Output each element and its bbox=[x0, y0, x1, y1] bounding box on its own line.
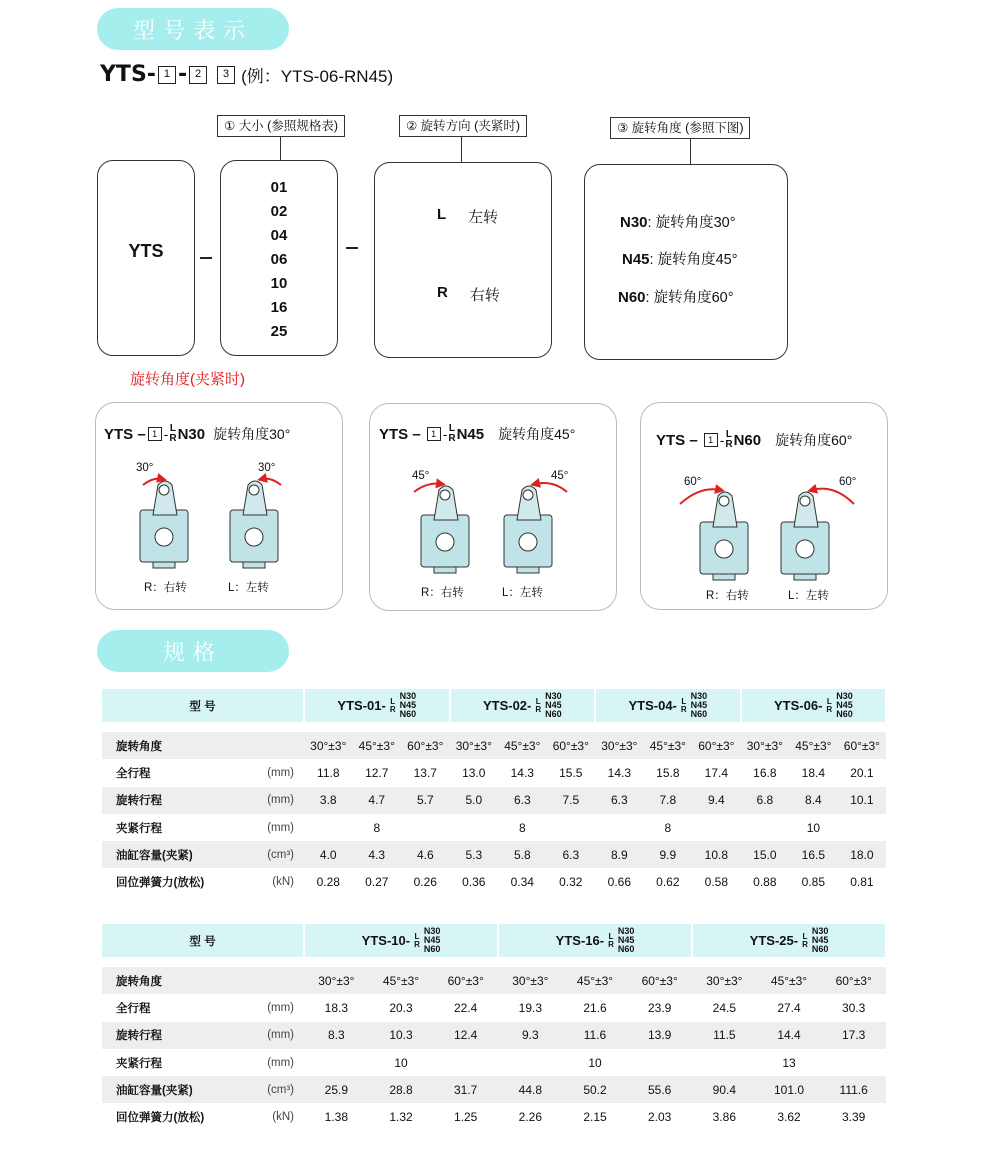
angle-tag: ③ 旋转角度 (参照下图) bbox=[610, 117, 750, 139]
table-row bbox=[102, 868, 886, 895]
angle-row-n45: N45: 旋转角度45° bbox=[622, 251, 738, 268]
card-title: YTS – 1 - L R N60 旋转角度60° bbox=[656, 429, 853, 450]
cell-value: 5.3 bbox=[450, 841, 499, 868]
row-label: 全行程 bbox=[116, 1002, 151, 1015]
cell-value: 10.3 bbox=[369, 1022, 434, 1049]
model-example: (例：YTS-06-RN45) bbox=[241, 67, 394, 86]
table-row bbox=[102, 1022, 886, 1049]
cell-value: 10 bbox=[806, 820, 821, 835]
cell-value: 1.32 bbox=[389, 1110, 413, 1125]
direction-label-r: 右转 bbox=[469, 287, 500, 304]
table-row bbox=[102, 1049, 886, 1076]
row-label: 夹紧行程 bbox=[116, 1057, 162, 1070]
angle-label: 30° bbox=[258, 462, 276, 474]
cell-value: 15.5 bbox=[559, 765, 583, 780]
table-row bbox=[102, 814, 886, 841]
direction-tag: ② 旋转方向 (夹紧时) bbox=[399, 115, 527, 137]
size-value: 01 bbox=[270, 179, 288, 196]
caption-left: L：左转 bbox=[228, 582, 269, 594]
cell-value: 45°±3° bbox=[563, 967, 628, 994]
cell-value: 12.4 bbox=[433, 1022, 498, 1049]
table-row bbox=[102, 967, 886, 994]
spec-table-1 bbox=[102, 689, 887, 896]
cell-value: 0.34 bbox=[510, 875, 534, 890]
cell-value: 20.1 bbox=[850, 765, 874, 780]
cell-value: 0.26 bbox=[413, 875, 437, 890]
cell-value: 0.32 bbox=[559, 875, 583, 890]
row-label: 回位弹簧力(放松) bbox=[116, 1112, 205, 1125]
cell-value: 6.8 bbox=[741, 787, 790, 814]
row-unit: (cm³) bbox=[244, 1076, 304, 1103]
cell-value: 4.7 bbox=[353, 787, 402, 814]
cell-value: 0.36 bbox=[462, 875, 486, 890]
cell-value: 0.27 bbox=[365, 875, 389, 890]
cell-value: 11.8 bbox=[317, 765, 340, 780]
table-row bbox=[102, 787, 886, 814]
yts-box-label: YTS bbox=[128, 241, 164, 261]
caption-right: R：右转 bbox=[421, 587, 464, 599]
cell-value: 3.62 bbox=[777, 1110, 801, 1125]
caption-left: L：左转 bbox=[502, 587, 543, 599]
cell-value: 12.7 bbox=[365, 765, 389, 780]
cell-value: 3.39 bbox=[841, 1110, 866, 1125]
cell-value: 44.8 bbox=[498, 1076, 563, 1103]
cell-value: 9.3 bbox=[498, 1022, 563, 1049]
table-row bbox=[102, 994, 886, 1021]
section-title-spec: 规格 bbox=[97, 630, 289, 672]
cell-value: 13.7 bbox=[413, 765, 437, 780]
cell-value: 27.4 bbox=[777, 1000, 801, 1015]
size-value: 16 bbox=[270, 299, 288, 316]
direction-box bbox=[374, 162, 552, 358]
table-row bbox=[102, 732, 886, 759]
cell-value: 8 bbox=[664, 820, 672, 835]
spec-table-2 bbox=[102, 924, 887, 1131]
direction-label-l: 左转 bbox=[468, 209, 499, 226]
cell-value: 17.3 bbox=[821, 1022, 886, 1049]
cell-value: 8.9 bbox=[595, 841, 644, 868]
card-title: YTS – 1 - L R N45 旋转角度45° bbox=[379, 423, 576, 444]
cell-value: 15.0 bbox=[741, 841, 790, 868]
model-header: YTS-10- L R N30 N45 N60 bbox=[304, 924, 498, 957]
cell-value: 30°±3° bbox=[498, 967, 563, 994]
cell-value: 45°±3° bbox=[369, 967, 434, 994]
direction-right bbox=[437, 284, 500, 305]
cell-value: 9.4 bbox=[692, 787, 741, 814]
cell-value: 18.3 bbox=[324, 1000, 349, 1015]
cell-value: 21.6 bbox=[583, 1000, 607, 1015]
cell-value: 90.4 bbox=[692, 1076, 757, 1103]
cell-value: 60°±3° bbox=[547, 732, 596, 759]
row-unit: (mm) bbox=[267, 766, 295, 779]
model-header: YTS-02- L R N30 N45 N60 bbox=[450, 689, 596, 722]
cell-value: 13 bbox=[782, 1055, 796, 1070]
size-tag: ① 大小 (参照规格表) bbox=[217, 115, 345, 137]
cell-value: 101.0 bbox=[757, 1076, 822, 1103]
cell-value: 8 bbox=[373, 820, 381, 835]
cell-value: 60°±3° bbox=[692, 732, 741, 759]
size-list bbox=[220, 176, 338, 344]
row-label: 旋转角度 bbox=[102, 732, 244, 759]
row-unit: (mm) bbox=[267, 1001, 295, 1014]
model-box-2: 2 bbox=[189, 66, 207, 84]
cell-value: 5.0 bbox=[450, 787, 499, 814]
cell-value: 17.4 bbox=[704, 765, 729, 780]
cell-value: 0.85 bbox=[801, 875, 826, 890]
angle-connector bbox=[690, 139, 691, 164]
clamp-illustration-30 bbox=[95, 455, 343, 575]
cell-value: 24.5 bbox=[712, 1000, 737, 1015]
cell-value: 8 bbox=[518, 820, 526, 835]
table-row bbox=[102, 1103, 886, 1130]
cell-value: 30°±3° bbox=[692, 967, 757, 994]
cell-value: 45°±3° bbox=[789, 732, 838, 759]
model-header: YTS-01- L R N30 N45 N60 bbox=[304, 689, 450, 722]
cell-value: 14.3 bbox=[510, 765, 534, 780]
cell-value: 10 bbox=[588, 1055, 602, 1070]
dash-2 bbox=[346, 247, 358, 249]
cell-value: 60°±3° bbox=[401, 732, 450, 759]
angle-row-n60: N60: 旋转角度60° bbox=[618, 289, 734, 306]
direction-code-r: R bbox=[437, 284, 448, 301]
cell-value: 6.3 bbox=[498, 787, 547, 814]
cell-value: 30.3 bbox=[841, 1000, 866, 1015]
cell-value: 8.4 bbox=[789, 787, 838, 814]
size-value: 04 bbox=[270, 227, 288, 244]
cell-value: 3.86 bbox=[712, 1110, 737, 1125]
table-header-row bbox=[102, 689, 886, 722]
model-header: YTS-25- L R N30 N45 N60 bbox=[692, 924, 886, 957]
cell-value: 0.58 bbox=[704, 875, 729, 890]
cell-value: 31.7 bbox=[433, 1076, 498, 1103]
cell-value: 60°±3° bbox=[627, 967, 692, 994]
angle-row-n30: N30: 旋转角度30° bbox=[620, 214, 736, 231]
card-title: YTS – 1 - L R N30 旋转角度30° bbox=[104, 423, 291, 444]
cell-value: 11.6 bbox=[563, 1022, 628, 1049]
cell-value: 4.0 bbox=[304, 841, 353, 868]
size-value: 10 bbox=[270, 275, 288, 292]
cell-value: 6.3 bbox=[547, 841, 596, 868]
cell-value: 2.15 bbox=[583, 1110, 607, 1125]
cell-value: 30°±3° bbox=[595, 732, 644, 759]
angle-label: 60° bbox=[684, 476, 702, 488]
model-sep-2: - bbox=[177, 62, 188, 87]
size-value: 06 bbox=[270, 251, 288, 268]
cell-value: 5.7 bbox=[401, 787, 450, 814]
model-box-3: 3 bbox=[217, 66, 235, 84]
row-unit bbox=[244, 732, 304, 759]
cell-value: 13.0 bbox=[462, 765, 486, 780]
cell-value: 45°±3° bbox=[498, 732, 547, 759]
cell-value: 22.4 bbox=[453, 1000, 478, 1015]
model-code-line bbox=[100, 62, 393, 87]
cell-value: 2.03 bbox=[647, 1110, 672, 1125]
row-unit: (mm) bbox=[244, 787, 304, 814]
rotation-angle-note: 旋转角度(夹紧时) bbox=[130, 371, 245, 388]
cell-value: 60°±3° bbox=[821, 967, 886, 994]
cell-value: 50.2 bbox=[563, 1076, 628, 1103]
caption-left: L：左转 bbox=[788, 590, 829, 602]
cell-value: 55.6 bbox=[627, 1076, 692, 1103]
row-label: 旋转行程 bbox=[102, 787, 244, 814]
cell-value: 4.3 bbox=[353, 841, 402, 868]
table-header-row bbox=[102, 924, 886, 957]
cell-value: 30°±3° bbox=[304, 732, 353, 759]
angle-label: 45° bbox=[551, 470, 569, 482]
cell-value: 1.38 bbox=[324, 1110, 349, 1125]
yts-box bbox=[97, 160, 195, 356]
model-prefix: YTS bbox=[100, 62, 147, 87]
row-unit: (kN) bbox=[272, 1111, 295, 1124]
cell-value: 0.28 bbox=[316, 875, 340, 890]
angle-label: 45° bbox=[412, 470, 430, 482]
row-label: 全行程 bbox=[116, 767, 151, 780]
cell-value: 19.3 bbox=[518, 1000, 543, 1015]
row-label: 旋转角度 bbox=[102, 967, 244, 994]
row-label: 油缸容量(夹紧) bbox=[102, 841, 244, 868]
cell-value: 30°±3° bbox=[741, 732, 790, 759]
cell-value: 5.8 bbox=[498, 841, 547, 868]
row-unit: (cm³) bbox=[244, 841, 304, 868]
cell-value: 4.6 bbox=[401, 841, 450, 868]
cell-value: 0.88 bbox=[753, 875, 777, 890]
cell-value: 18.4 bbox=[801, 765, 826, 780]
direction-left bbox=[437, 206, 498, 227]
cell-value: 10 bbox=[394, 1055, 408, 1070]
cell-value: 60°±3° bbox=[838, 732, 887, 759]
cell-value: 3.8 bbox=[304, 787, 353, 814]
cell-value: 0.66 bbox=[607, 875, 631, 890]
cell-value: 15.8 bbox=[656, 765, 680, 780]
section-title-model: 型号表示 bbox=[97, 8, 289, 50]
header-label: 型 号 bbox=[102, 689, 304, 722]
cell-value: 20.3 bbox=[389, 1000, 413, 1015]
angle-label: 30° bbox=[136, 462, 154, 474]
clamp-illustration-45 bbox=[369, 460, 617, 580]
cell-value: 14.3 bbox=[607, 765, 631, 780]
cell-value: 14.4 bbox=[757, 1022, 822, 1049]
table-row bbox=[102, 1076, 886, 1103]
cell-value: 16.8 bbox=[753, 765, 777, 780]
size-value: 25 bbox=[270, 323, 288, 340]
cell-value: 60°±3° bbox=[433, 967, 498, 994]
model-header: YTS-16- L R N30 N45 N60 bbox=[498, 924, 692, 957]
model-sep-1: - bbox=[146, 62, 156, 87]
row-unit: (mm) bbox=[267, 1056, 295, 1069]
cell-value: 18.0 bbox=[838, 841, 887, 868]
row-unit: (mm) bbox=[267, 821, 295, 834]
cell-value: 30°±3° bbox=[450, 732, 499, 759]
dash-1 bbox=[200, 257, 212, 259]
cell-value: 0.81 bbox=[850, 875, 874, 890]
row-label: 回位弹簧力(放松) bbox=[116, 877, 205, 890]
direction-connector bbox=[461, 137, 462, 162]
size-connector bbox=[280, 137, 281, 162]
row-unit: (mm) bbox=[244, 1022, 304, 1049]
cell-value: 10.1 bbox=[838, 787, 887, 814]
cell-value: 45°±3° bbox=[757, 967, 822, 994]
angle-label: 60° bbox=[839, 476, 857, 488]
row-label: 旋转行程 bbox=[102, 1022, 244, 1049]
cell-value: 8.3 bbox=[304, 1022, 369, 1049]
cell-value: 6.3 bbox=[595, 787, 644, 814]
cell-value: 2.26 bbox=[518, 1110, 543, 1125]
cell-value: 13.9 bbox=[627, 1022, 692, 1049]
cell-value: 23.9 bbox=[647, 1000, 672, 1015]
cell-value: 10.8 bbox=[692, 841, 741, 868]
cell-value: 45°±3° bbox=[644, 732, 693, 759]
cell-value: 7.5 bbox=[547, 787, 596, 814]
cell-value: 9.9 bbox=[644, 841, 693, 868]
cell-value: 111.6 bbox=[821, 1076, 886, 1103]
row-unit bbox=[244, 967, 304, 994]
size-value: 02 bbox=[270, 203, 288, 220]
row-label: 夹紧行程 bbox=[116, 822, 162, 835]
direction-code-l: L bbox=[437, 206, 447, 223]
model-header: YTS-06- L R N30 N45 N60 bbox=[741, 689, 887, 722]
cell-value: 11.5 bbox=[692, 1022, 757, 1049]
cell-value: 0.62 bbox=[656, 875, 680, 890]
cell-value: 25.9 bbox=[304, 1076, 369, 1103]
table-row bbox=[102, 759, 886, 786]
table-row bbox=[102, 841, 886, 868]
cell-value: 30°±3° bbox=[304, 967, 369, 994]
header-label: 型 号 bbox=[102, 924, 304, 957]
cell-value: 45°±3° bbox=[353, 732, 402, 759]
caption-right: R：右转 bbox=[144, 582, 187, 594]
caption-right: R：右转 bbox=[706, 590, 749, 602]
row-label: 油缸容量(夹紧) bbox=[102, 1076, 244, 1103]
cell-value: 16.5 bbox=[789, 841, 838, 868]
cell-value: 28.8 bbox=[369, 1076, 434, 1103]
model-box-1: 1 bbox=[158, 66, 176, 84]
cell-value: 7.8 bbox=[644, 787, 693, 814]
cell-value: 1.25 bbox=[453, 1110, 478, 1125]
model-header: YTS-04- L R N30 N45 N60 bbox=[595, 689, 741, 722]
row-unit: (kN) bbox=[272, 876, 295, 889]
